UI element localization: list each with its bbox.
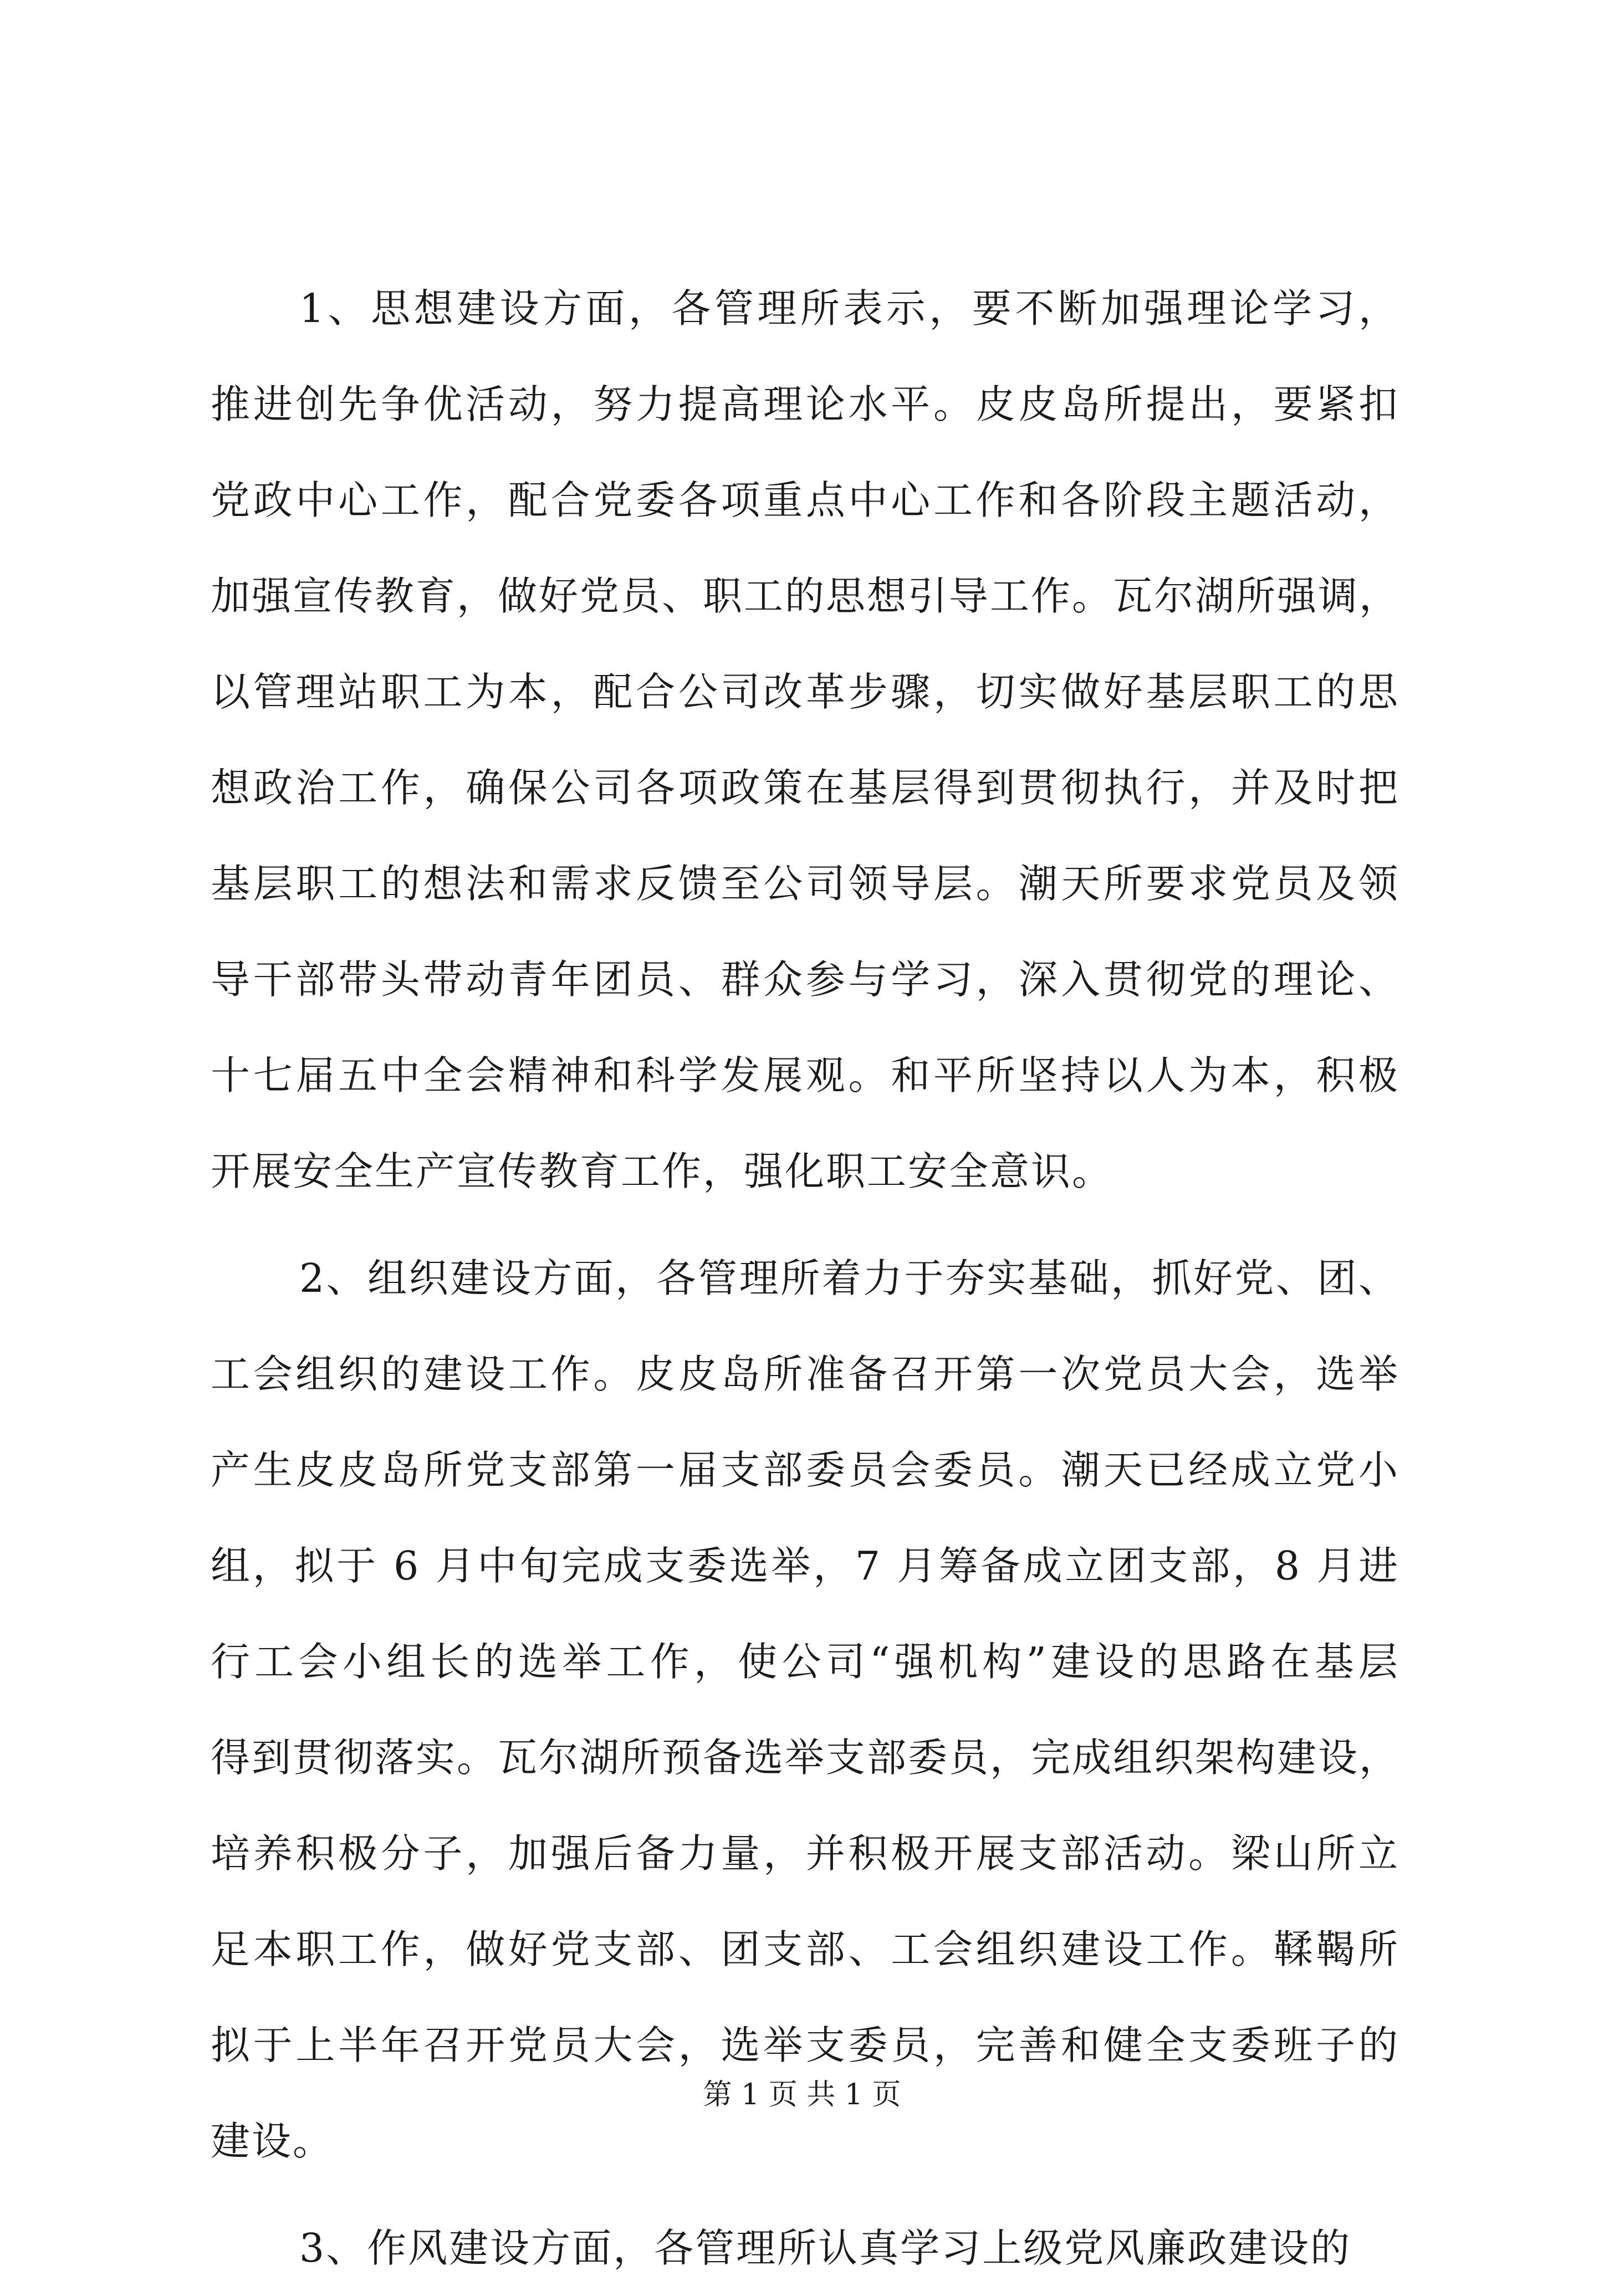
text-line: 足本职工作，做好党支部、团支部、工会组织建设工作。鞣鞨所 [211,1926,1399,1972]
text-line: 培养积极分子，加强后备力量，并积极开展支部活动。梁山所立 [211,1830,1399,1876]
text-line: 想政治工作，确保公司各项政策在基层得到贯彻执行，并及时把 [211,765,1399,811]
text-line: 产生皮皮岛所党支部第一届支部委员会委员。潮天已经成立党小 [211,1447,1399,1493]
text-line: 2、组织建设方面，各管理所着力于夯实基础，抓好党、团、 [299,1255,1399,1301]
text-line: 开展安全生产宣传教育工作，强化职工安全意识。 [211,1148,1113,1194]
text-line: 建设。 [211,2118,334,2164]
text-line: 党政中心工作，配合党委各项重点中心工作和各阶段主题活动， [211,477,1399,523]
text-line: 1、思想建设方面，各管理所表示，要不断加强理论学习， [299,285,1399,331]
paragraph-3 [211,2200,1399,2296]
document-body [211,260,1399,2296]
text-line: 拟于上半年召开党员大会，选举支委员，完善和健全支委班子的 [211,2022,1399,2068]
text-line: 基层职工的想法和需求反馈至公司领导层。潮天所要求党员及领 [211,861,1399,907]
text-line: 加强宣传教育，做好党员、职工的思想引导工作。瓦尔湖所强调， [211,573,1401,619]
paragraph-1 [211,260,1399,1219]
text-line: 组，拟于 6 月中旬完成支委选举，7 月筹备成立团支部，8 月进 [211,1543,1399,1589]
text-line: 行工会小组长的选举工作，使公司“强机构”建设的思路在基层 [211,1639,1399,1685]
text-line: 得到贯彻落实。瓦尔湖所预备选举支部委员，完成组织架构建设， [211,1735,1401,1781]
text-line: 推进创先争优活动，努力提高理论水平。皮皮岛所提出，要紧扣 [211,381,1399,427]
paragraph-gap [211,2189,1399,2200]
text-line: 导干部带头带动青年团员、群众参与学习，深入贯彻党的理论、 [211,957,1399,1003]
text-line: 十七届五中全会精神和科学发展观。和平所坚持以人为本，积极 [211,1052,1399,1098]
text-line: 工会组织的建设工作。皮皮岛所准备召开第一次党员大会，选举 [211,1351,1399,1397]
page-footer: 第 1 页 共 1 页 [703,2078,901,2111]
paragraph-2 [211,1230,1399,2189]
text-line: 3、作风建设方面，各管理所认真学习上级党风廉政建设的 [299,2225,1352,2271]
paragraph-gap [211,1219,1399,1230]
text-line: 以管理站职工为本，配合公司改革步骤，切实做好基层职工的思 [211,669,1399,715]
